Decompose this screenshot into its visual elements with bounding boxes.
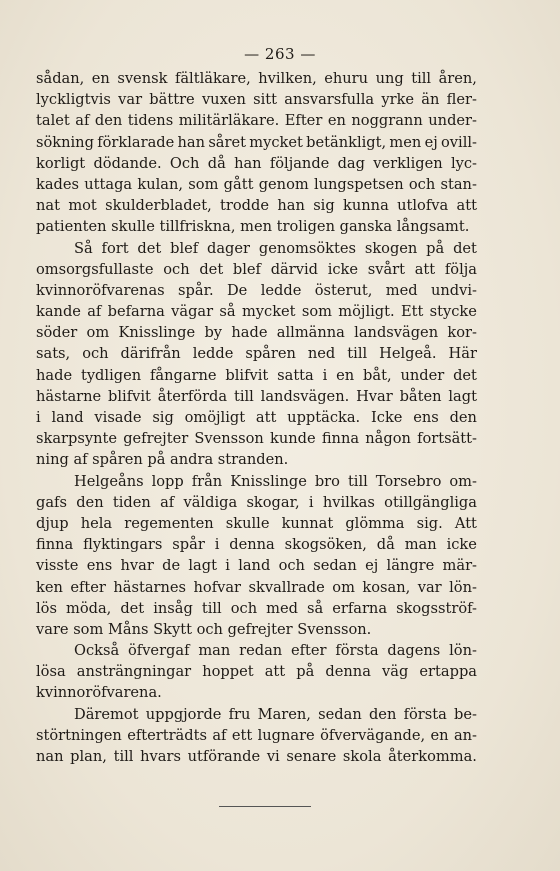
- word: var: [118, 91, 143, 109]
- word: Däremot: [74, 705, 139, 723]
- text-line: [36, 428, 477, 449]
- word: och: [408, 175, 436, 193]
- word: af: [87, 303, 102, 321]
- word: ehuru: [324, 70, 369, 87]
- word: hade: [36, 366, 73, 384]
- word: till: [411, 70, 432, 87]
- word: gefrejter: [123, 430, 189, 448]
- word: Icke: [371, 409, 403, 426]
- text-line: [36, 259, 477, 280]
- word: mycket: [241, 303, 296, 321]
- word: an-: [453, 726, 477, 744]
- word: Torsebro: [375, 472, 442, 490]
- word: vuxen: [201, 91, 246, 109]
- word: blifvit: [108, 387, 151, 405]
- word: då: [376, 536, 395, 554]
- word: land: [238, 557, 271, 575]
- word: han: [277, 197, 305, 215]
- word: finna: [36, 536, 74, 554]
- word: en: [91, 70, 110, 87]
- word: på: [296, 663, 315, 681]
- word: ledde: [192, 345, 234, 363]
- word: tidens: [127, 112, 174, 130]
- word: till: [347, 345, 368, 363]
- word: befarna: [107, 303, 165, 321]
- word: lagt: [448, 387, 477, 405]
- text-line: vare som Måns Skytt och gefrejter Svensson.: [36, 620, 372, 638]
- word: mot: [68, 197, 97, 215]
- word: hela: [80, 514, 113, 532]
- text-line: [36, 365, 477, 386]
- text-line: [36, 89, 477, 110]
- word: till: [201, 599, 222, 617]
- word: ken: [36, 578, 63, 596]
- word: under: [400, 366, 445, 384]
- word: österut,: [314, 281, 373, 299]
- word: Att: [454, 514, 477, 532]
- word: dödande.: [93, 154, 162, 172]
- word: möda,: [65, 599, 112, 617]
- word: den: [94, 112, 123, 130]
- word: nan: [36, 748, 64, 765]
- word: man: [404, 536, 437, 554]
- word: sig: [152, 409, 174, 426]
- text-line: [36, 280, 477, 301]
- word: om-: [449, 472, 477, 490]
- word: militärläkare.: [178, 112, 280, 130]
- word: omsorgsfullaste: [36, 260, 154, 278]
- word: upptäcka.: [287, 409, 361, 426]
- word: spåren: [245, 345, 296, 363]
- word: otillgängliga: [384, 493, 477, 511]
- word: utlofva: [397, 197, 449, 215]
- word: i: [225, 557, 230, 575]
- word: det: [453, 366, 477, 384]
- word: ens: [413, 409, 439, 426]
- word: djup: [36, 514, 69, 532]
- word: uttaga: [84, 175, 133, 193]
- text-line: [36, 746, 477, 767]
- word: dager: [207, 239, 251, 257]
- word: be-: [454, 705, 477, 723]
- word: var: [417, 578, 442, 596]
- word: i: [308, 493, 314, 511]
- word: Helgeå.: [379, 345, 437, 363]
- word: hofvar: [193, 578, 242, 596]
- word: uppgjorde: [145, 705, 222, 723]
- word: att: [264, 663, 286, 681]
- word: undvi-: [431, 281, 477, 299]
- text-line: [36, 153, 477, 174]
- word: fortsätt-: [417, 430, 477, 448]
- word: från: [191, 472, 223, 490]
- word: finna: [321, 430, 360, 448]
- word: det: [199, 260, 224, 278]
- word: ung: [375, 70, 404, 87]
- word: blef: [232, 260, 261, 278]
- word: skarpsynte: [36, 430, 117, 448]
- word: ansträngningar: [76, 663, 192, 681]
- text-line: [36, 407, 477, 428]
- word: i: [322, 366, 328, 384]
- word: omöjligt: [184, 409, 246, 426]
- word: väldiga: [183, 493, 238, 511]
- text-line: [36, 343, 477, 364]
- word: fru: [228, 705, 251, 723]
- text-line: patienten skulle tillfriskna, men troligen ganska långsamt.: [36, 218, 470, 236]
- word: och: [230, 599, 258, 617]
- word: åren,: [438, 70, 477, 87]
- word: noggrann: [351, 112, 423, 130]
- word: utförande: [187, 748, 261, 765]
- word: erfarna: [332, 599, 388, 617]
- text-line: [36, 174, 477, 195]
- word: båt,: [363, 366, 392, 384]
- word: genomsöktes: [258, 239, 356, 257]
- word: det: [453, 239, 477, 257]
- word: skulderbladet,: [105, 197, 212, 215]
- word: Knisslinge: [118, 324, 196, 342]
- word: sig: [313, 197, 335, 215]
- body-text: [36, 68, 477, 767]
- word: af: [75, 112, 90, 130]
- word: kunna: [343, 197, 389, 215]
- text-line: [36, 68, 477, 89]
- word: till: [233, 387, 254, 405]
- word: Helgeåns: [74, 472, 144, 490]
- word: kulan,: [137, 175, 184, 193]
- word: spår.: [178, 281, 214, 299]
- word: en: [327, 112, 346, 130]
- word: och: [163, 260, 190, 278]
- word: hvilkas: [322, 493, 375, 511]
- word: efterträdts: [127, 726, 207, 744]
- word: skogar,: [246, 493, 300, 511]
- text-line: [36, 301, 477, 322]
- word: lösa: [36, 663, 66, 681]
- text-line: [36, 555, 477, 576]
- word: hvilken,: [258, 70, 317, 87]
- word: ett: [231, 726, 253, 744]
- word: efter: [291, 642, 327, 660]
- word: på: [426, 239, 445, 257]
- word: flyktingars: [83, 536, 163, 554]
- word: visade: [94, 409, 142, 426]
- word: skulle: [225, 514, 270, 532]
- text-line: [36, 661, 477, 682]
- word: han: [177, 133, 206, 151]
- word: längre: [386, 557, 435, 575]
- word: sedan: [313, 557, 357, 575]
- word: skvallrade: [248, 578, 325, 596]
- word: allmänna: [276, 324, 345, 342]
- word: Svensson: [194, 430, 264, 448]
- word: kosan,: [362, 578, 411, 596]
- word: betänkligt,: [306, 133, 387, 151]
- word: lyckligtvis: [36, 91, 111, 109]
- word: om: [332, 578, 355, 596]
- word: hvars: [140, 748, 181, 765]
- word: lön-: [449, 578, 477, 596]
- word: lyc-: [450, 154, 477, 172]
- word: land: [51, 409, 84, 426]
- word: landsvägen.: [260, 387, 350, 405]
- word: denna: [325, 663, 371, 681]
- word: ansvarsfulla: [284, 91, 375, 109]
- word: Och: [169, 154, 200, 172]
- word: hoppet: [202, 663, 254, 681]
- word: den: [76, 493, 104, 511]
- word: Maren,: [257, 705, 311, 723]
- word: öfvervägande,: [320, 726, 426, 744]
- word: gått: [223, 175, 254, 193]
- word: såret: [208, 133, 246, 151]
- word: någon: [365, 430, 411, 448]
- word: satta: [277, 366, 314, 384]
- word: Så: [74, 239, 93, 257]
- word: att: [456, 197, 477, 215]
- word: därvid: [270, 260, 318, 278]
- word: vi: [266, 748, 280, 765]
- word: första: [403, 705, 447, 723]
- word: man: [198, 642, 231, 660]
- word: men: [389, 133, 422, 151]
- word: yrke: [381, 91, 415, 109]
- word: därifrån: [120, 345, 181, 363]
- text-line: [36, 513, 477, 534]
- word: Efter: [284, 112, 323, 130]
- text-line: [36, 598, 477, 619]
- word: den: [368, 705, 397, 723]
- word: tiden: [112, 493, 151, 511]
- word: lagt: [188, 557, 217, 575]
- word: hästarne: [36, 387, 102, 405]
- word: stycke: [429, 303, 477, 321]
- word: som: [188, 175, 219, 193]
- word: sitt: [253, 91, 277, 109]
- word: med: [385, 281, 418, 299]
- text-line: [36, 386, 477, 407]
- word: väg: [382, 663, 409, 681]
- word: De: [226, 281, 248, 299]
- word: korligt: [36, 154, 86, 172]
- word: som: [301, 303, 332, 321]
- word: ertappa: [419, 663, 477, 681]
- word: icke: [446, 536, 477, 554]
- word: talet: [36, 112, 70, 130]
- word: nat: [36, 197, 60, 215]
- word: kande: [36, 303, 81, 321]
- word: svårt: [367, 260, 406, 278]
- word: dagens: [387, 642, 441, 660]
- text-line: [36, 238, 477, 259]
- word: en: [430, 726, 449, 744]
- word: öfvergaf: [128, 642, 190, 660]
- word: att: [414, 260, 436, 278]
- word: lugnare: [257, 726, 315, 744]
- word: vägar: [171, 303, 214, 321]
- word: och: [278, 557, 305, 575]
- word: hvar: [120, 557, 154, 575]
- word: ens: [86, 557, 113, 575]
- word: fort: [101, 239, 129, 257]
- word: fångarne: [149, 366, 217, 384]
- word: och: [82, 345, 109, 363]
- word: sig.: [416, 514, 443, 532]
- word: båten: [399, 387, 442, 405]
- word: första: [335, 642, 379, 660]
- word: trodde: [220, 197, 269, 215]
- word: störtningen: [36, 726, 122, 744]
- word: skola: [342, 748, 382, 765]
- word: lopp: [151, 472, 184, 490]
- word: blifvit: [225, 366, 269, 384]
- word: det: [137, 239, 162, 257]
- word: kvinnoröfvarenas: [36, 281, 165, 299]
- word: glömma: [345, 514, 405, 532]
- word: skogen: [364, 239, 418, 257]
- word: kades: [36, 175, 80, 193]
- word: söder: [36, 324, 78, 342]
- word: skogsströf-: [396, 599, 477, 617]
- word: mär-: [442, 557, 477, 575]
- word: ned: [307, 345, 336, 363]
- word: ovill-: [441, 133, 477, 151]
- word: mycket: [249, 133, 303, 151]
- word: kunnat: [281, 514, 334, 532]
- word: insåg: [153, 599, 193, 617]
- text-line: [36, 492, 477, 513]
- word: stan-: [440, 175, 477, 193]
- word: ej: [365, 557, 379, 575]
- word: hade: [231, 324, 268, 342]
- word: blef: [170, 239, 199, 257]
- word: bro: [314, 472, 340, 490]
- word: ej: [424, 133, 438, 151]
- word: bättre: [149, 91, 195, 109]
- word: svensk: [117, 70, 168, 87]
- word: icke: [327, 260, 359, 278]
- word: regementen: [124, 514, 214, 532]
- word: de: [162, 557, 181, 575]
- word: än: [421, 91, 440, 109]
- text-line: [36, 640, 477, 661]
- word: så: [219, 303, 236, 321]
- word: lön-: [449, 642, 477, 660]
- word: Här: [448, 345, 477, 363]
- text-line: [36, 195, 477, 216]
- word: då: [207, 154, 226, 172]
- text-line: [36, 704, 477, 725]
- word: af: [160, 493, 175, 511]
- word: förklarade: [97, 133, 175, 151]
- word: till: [347, 472, 368, 490]
- word: möjligt.: [338, 303, 395, 321]
- word: denna: [229, 536, 275, 554]
- word: visste: [36, 557, 79, 575]
- word: Också: [74, 642, 120, 660]
- word: fältläkare,: [174, 70, 251, 87]
- text-line: [36, 322, 477, 343]
- word: hästarnes: [113, 578, 187, 596]
- word: Knisslinge: [230, 472, 307, 490]
- word: att: [255, 409, 277, 426]
- word: det: [120, 599, 145, 617]
- word: ledde: [260, 281, 302, 299]
- word: följande: [269, 154, 330, 172]
- word: dag: [337, 154, 365, 172]
- word: efter: [70, 578, 106, 596]
- word: så: [307, 599, 324, 617]
- word: sats,: [36, 345, 71, 363]
- word: genom: [258, 175, 309, 193]
- page-number: — 263 —: [244, 45, 316, 63]
- word: återkomma.: [388, 748, 477, 765]
- word: han: [234, 154, 262, 172]
- text-line: kvinnoröfvarena.: [36, 684, 162, 702]
- text-line: [36, 725, 477, 746]
- word: sedan: [318, 705, 362, 723]
- word: redan: [239, 642, 283, 660]
- word: kor-: [447, 324, 477, 342]
- word: i: [36, 409, 41, 426]
- word: om: [86, 324, 110, 342]
- word: till: [113, 748, 134, 765]
- word: fler-: [446, 91, 477, 109]
- word: landsvägen: [354, 324, 439, 342]
- word: följa: [444, 260, 477, 278]
- text-line: ning af spåren på andra stranden.: [36, 451, 289, 469]
- end-rule: [219, 806, 311, 807]
- word: i: [214, 536, 220, 554]
- word: återförda: [157, 387, 228, 405]
- word: tydligen: [80, 366, 142, 384]
- text-line: [36, 471, 477, 492]
- word: en: [336, 366, 355, 384]
- text-line: [36, 110, 477, 131]
- word: kunde: [270, 430, 316, 448]
- word: lös: [36, 599, 57, 617]
- word: gafs: [36, 493, 67, 511]
- word: sådan,: [36, 70, 85, 87]
- text-line: [36, 132, 477, 153]
- text-line: [36, 534, 477, 555]
- word: by: [204, 324, 223, 342]
- word: plan,: [70, 748, 107, 765]
- word: sökning: [36, 133, 94, 151]
- word: skogsöken,: [284, 536, 367, 554]
- word: senare: [286, 748, 337, 765]
- word: under-: [428, 112, 477, 130]
- word: af: [212, 726, 227, 744]
- word: Ett: [400, 303, 424, 321]
- word: lungspetsen: [313, 175, 404, 193]
- word: verkligen: [373, 154, 443, 172]
- word: Hvar: [356, 387, 393, 405]
- word: den: [449, 409, 477, 426]
- word: med: [266, 599, 298, 617]
- word: spår: [172, 536, 205, 554]
- text-line: [36, 577, 477, 598]
